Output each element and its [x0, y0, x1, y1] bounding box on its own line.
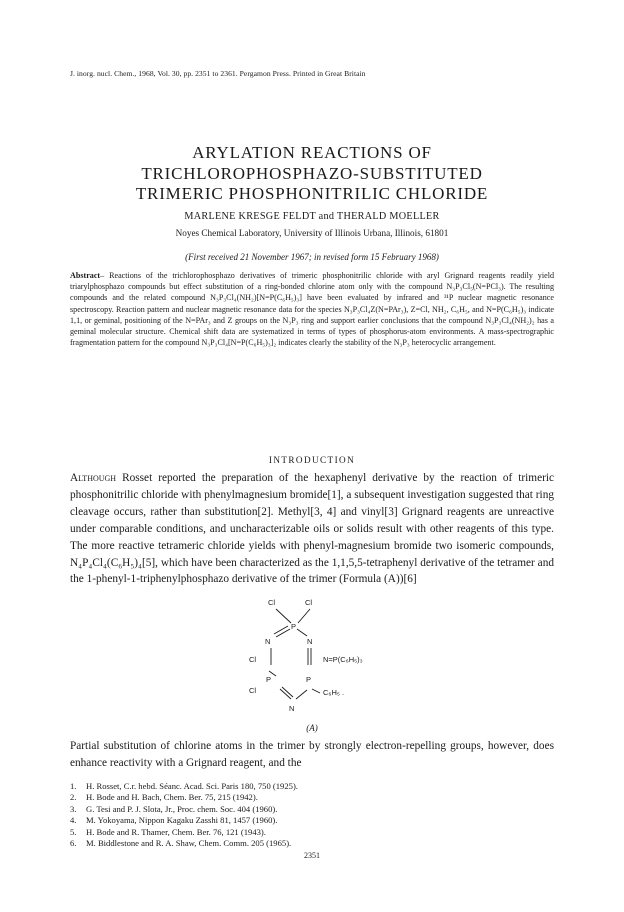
reference-number: 3. — [70, 803, 77, 814]
affiliation: Noyes Chemical Laboratory, University of Illinois Urbana, Illinois, 61801 — [175, 228, 449, 238]
reference-item — [70, 792, 540, 803]
bond — [296, 690, 307, 699]
formula-label: (A) — [306, 723, 318, 733]
reference-text: G. Tesi and P. J. Slota, Jr., Proc. chem. Soc. 404 (1960). — [86, 803, 278, 814]
intro-paragraph — [70, 470, 554, 588]
title-line: TRIMERIC PHOSPHONITRILIC CHLORIDE — [135, 184, 489, 203]
references — [70, 781, 540, 849]
bond — [274, 626, 288, 634]
reference-item — [70, 827, 540, 838]
reference-number: 4. — [70, 815, 77, 826]
reference-item — [70, 804, 540, 815]
atom-label: P — [306, 675, 312, 684]
abstract-text: – Reactions of the trichlorophosphazo derivatives of trimeric phosphonitrilic chloride with aryl Grignard reagents readily yield triarylphosphazo compounds but effect substitution of a ring-bonded chlorine atom only with the compound N₃P₃Cl₅(N=PCl₃). The resulting compounds and the related compound N₃P₃Cl₄(NH₂)[N=P(C₆H₅)₃] have been evaluated by infrared and ³¹P nuclear magnetic resonance spectroscopy. Reaction pattern and nuclear magnetic resonance data for the species N₃P₃Cl₄Z(N=PAr₃), Z=Cl, NH₂, C₆H₅, and N=P(C₆H₅)₃ indicate 1,1, or geminal, positioning of the N=PAr₃ and Z groups on the N₃P₃ ring and support earlier conclusions that the compound N₃P₃Cl₄(NH₂)₂ has a geminal molecular structure. Chemical shift data are systematized in terms of types of phosphorus-atom environments. A mass-spectrographic fragmentation pattern for the compound N₃P₃Cl₄[N=P(C₆H₅)₃]₂ indicates clearly the stability of the N₃P₃ heterocyclic arrangement. — [70, 271, 554, 348]
atom-label: Cl — [305, 598, 313, 607]
reference-number: 5. — [70, 826, 77, 837]
reference-text: H. Rosset, C.r. hebd. Séanc. Acad. Sci. Paris 180, 750 (1925). — [86, 781, 298, 791]
atom-label: N — [307, 637, 313, 646]
atom-label: P — [291, 622, 297, 631]
article-title — [0, 143, 624, 205]
abstract-label: Abstract — [70, 271, 101, 280]
section-heading: INTRODUCTION — [268, 455, 356, 465]
reference-item — [70, 815, 540, 826]
bond — [276, 629, 290, 637]
reference-number: 2. — [70, 792, 77, 803]
reference-text: M. Yokoyama, Nippon Kagaku Zasshi 81, 1457 (1960). — [86, 815, 278, 826]
bond — [298, 609, 310, 623]
atom-label: N=P(C₆H₅)₃ — [323, 655, 363, 664]
bond — [276, 609, 291, 623]
reference-number: 6. — [70, 838, 77, 849]
page-number: 2351 — [304, 851, 320, 860]
atom-label: C₆H₅ . — [323, 688, 345, 697]
paragraph-2 — [70, 738, 554, 772]
reference-item — [70, 838, 540, 849]
reference-number: 1. — [70, 781, 77, 791]
atom-label: P — [266, 675, 272, 684]
bond — [312, 689, 320, 693]
bond — [297, 629, 307, 636]
reference-text: H. Bode and R. Thamer, Chem. Ber. 76, 121 (1943). — [86, 826, 266, 837]
journal-header: J. inorg. nucl. Chem., 1968, Vol. 30, pp. 2351 to 2361. Pergamon Press. Printed in Great Britain — [70, 69, 366, 78]
title-line: TRICHLOROPHOSPHAZO-SUBSTITUTED — [141, 163, 483, 183]
reference-item — [70, 781, 540, 792]
intro-text: Rosset reported the preparation of the hexaphenyl derivative by the reaction of trimeric phosphonitrilic chloride with phenylmagnesium bromide[1], a subsequent investigation suggested that ring cleavage occurs, rather than substitution[2]. Methyl[3, 4] and vinyl[3] Grignard reagents are unreactive under comparable conditions, and uncharacterizable oils or solids result with other reagents of this type. The more reactive tetrameric chloride yields with phenyl-magnesium bromide two isomeric compounds, N₄P₄Cl₄(C₆H₅)₄[5], which have been characterized as the 1,1,5,5-tetraphenyl derivative of the tetramer and the 1-phenyl-1-triphenylphosphazo derivative of the trimer (Formula (A))[6] — [70, 472, 554, 586]
paragraph-2-text: Partial substitution of chlorine atoms in the trimer by strongly electron-repelling groups, however, does enhance reactivity with a Grignard reagent, and the — [70, 740, 554, 769]
atom-label: Cl — [268, 598, 276, 607]
abstract — [70, 270, 554, 348]
reference-text: M. Biddlestone and R. A. Shaw, Chem. Comm. 205 (1965). — [86, 838, 292, 849]
reference-text: H. Bode and H. Bach, Chem. Ber. 75, 215 (1942). — [86, 792, 258, 803]
atom-label: N — [265, 637, 271, 646]
atom-label: N — [289, 704, 295, 713]
title-line: ARYLATION REACTIONS OF — [192, 143, 432, 162]
atom-label: Cl — [249, 686, 257, 695]
received-date: (First received 21 November 1967; in revised form 15 February 1968) — [185, 252, 439, 262]
atom-label: Cl — [249, 655, 257, 664]
structural-formula — [250, 596, 380, 721]
intro-lead: Although — [70, 472, 117, 484]
authors: MARLENE KRESGE FELDT and THERALD MOELLER — [184, 211, 440, 222]
